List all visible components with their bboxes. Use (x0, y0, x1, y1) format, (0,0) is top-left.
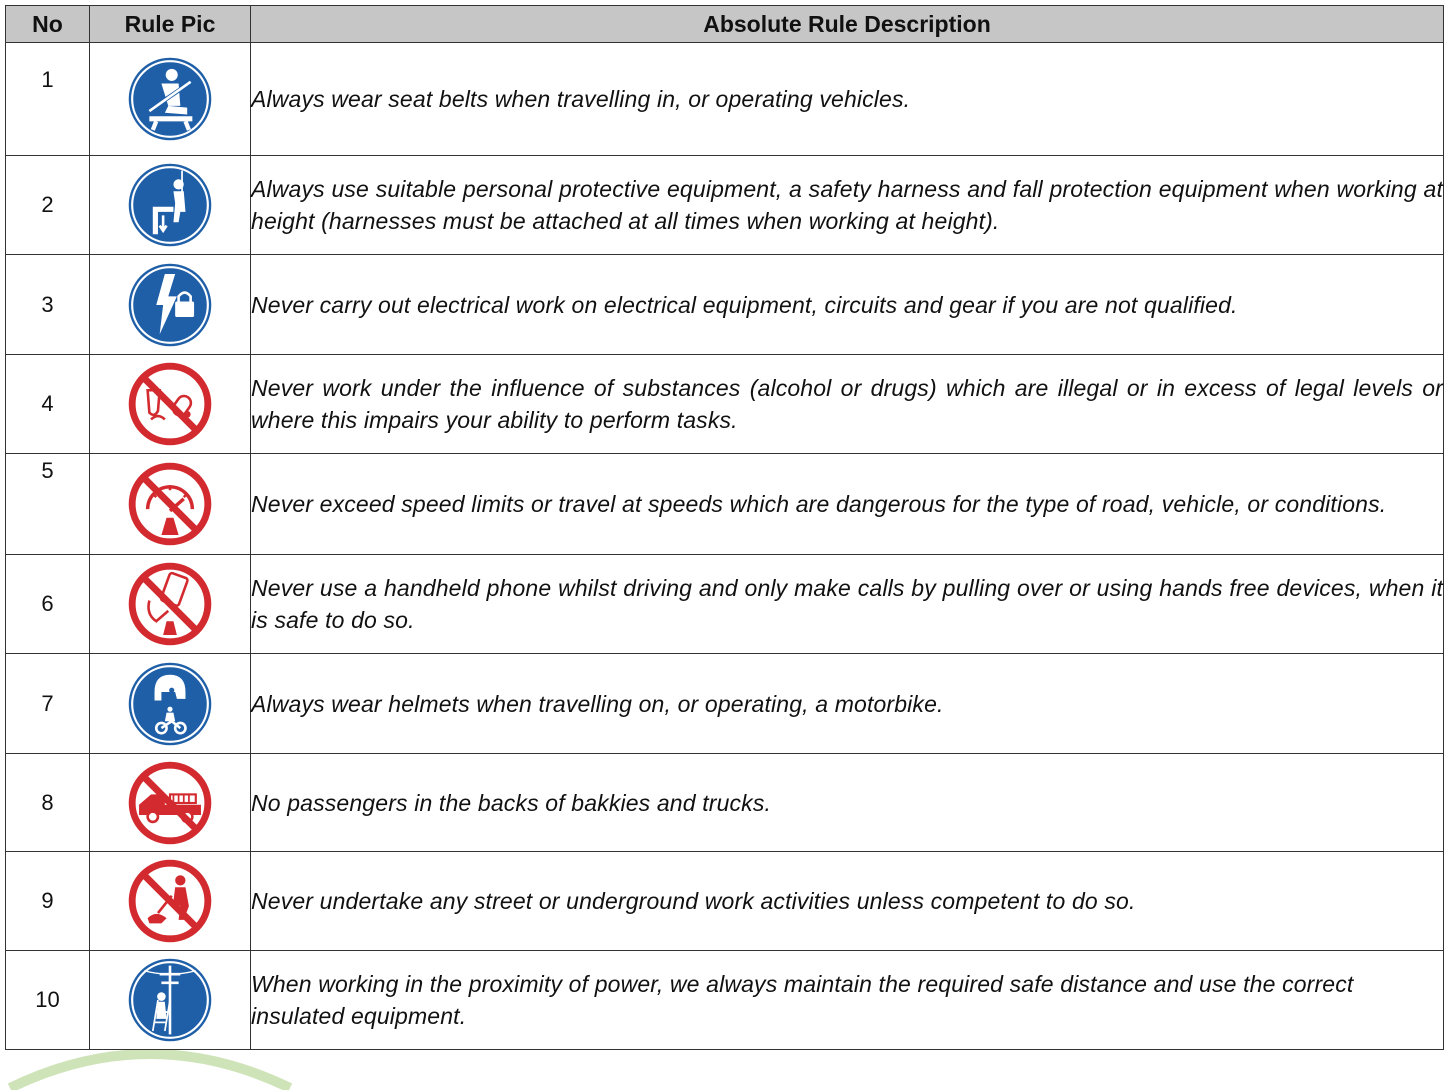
header-description: Absolute Rule Description (251, 6, 1444, 43)
rule-description: Never exceed speed limits or travel at speeds which are dangerous for the type of road, vehicle, or conditions. (251, 454, 1444, 555)
fall-protection-harness-icon (127, 162, 213, 248)
rule-description: No passengers in the backs of bakkies and trucks. (251, 754, 1444, 852)
rule-description: Always wear helmets when travelling on, or operating, a motorbike. (251, 654, 1444, 754)
table-row (6, 754, 1444, 852)
rule-number: 5 (6, 454, 90, 555)
rule-number: 4 (6, 355, 90, 454)
rule-pic-cell (90, 454, 251, 555)
no-speeding-icon (127, 461, 213, 547)
table-header-row (6, 6, 1444, 43)
table-row (6, 852, 1444, 951)
rule-pic-cell (90, 43, 251, 156)
no-phone-driving-icon (127, 561, 213, 647)
rule-number: 9 (6, 852, 90, 951)
table-row (6, 255, 1444, 355)
motorbike-helmet-icon (127, 661, 213, 747)
table-row (6, 654, 1444, 754)
rule-description: Never use a handheld phone whilst driving and only make calls by pulling over or using hands free devices, when it is safe to do so. (251, 555, 1444, 654)
rule-pic-cell (90, 852, 251, 951)
rule-pic-cell (90, 555, 251, 654)
rule-pic-cell (90, 355, 251, 454)
rule-description: Always wear seat belts when travelling in, or operating vehicles. (251, 43, 1444, 156)
no-passengers-truck-icon (127, 760, 213, 846)
table-row (6, 951, 1444, 1050)
rule-description: Always use suitable personal protective equipment, a safety harness and fall protection equipment when working at height (harnesses must be attached at all times when working at height). (251, 156, 1444, 255)
rule-number: 2 (6, 156, 90, 255)
power-line-distance-icon (127, 957, 213, 1043)
table-row (6, 156, 1444, 255)
rule-number: 1 (6, 43, 90, 156)
absolute-rules-table (5, 5, 1444, 1050)
seatbelt-icon (127, 56, 213, 142)
rule-description: Never carry out electrical work on electrical equipment, circuits and gear if you are not qualified. (251, 255, 1444, 355)
rule-number: 3 (6, 255, 90, 355)
rule-number: 7 (6, 654, 90, 754)
rule-number: 10 (6, 951, 90, 1050)
table-row (6, 454, 1444, 555)
no-alcohol-drugs-icon (127, 361, 213, 447)
rule-description: Never undertake any street or underground work activities unless competent to do so. (251, 852, 1444, 951)
rule-description: Never work under the influence of substances (alcohol or drugs) which are illegal or in excess of legal levels or where this impairs your ability to perform tasks. (251, 355, 1444, 454)
table-row (6, 43, 1444, 156)
rule-pic-cell (90, 156, 251, 255)
no-street-work-icon (127, 858, 213, 944)
rule-pic-cell (90, 754, 251, 852)
rule-description: When working in the proximity of power, we always maintain the required safe distance and use the correct insulated equipment. (251, 951, 1444, 1050)
electrical-lockout-icon (127, 262, 213, 348)
rule-pic-cell (90, 654, 251, 754)
header-rule-pic: Rule Pic (90, 6, 251, 43)
table-row (6, 555, 1444, 654)
rule-number: 8 (6, 754, 90, 852)
rule-number: 6 (6, 555, 90, 654)
rule-pic-cell (90, 951, 251, 1050)
header-no: No (6, 6, 90, 43)
table-row (6, 355, 1444, 454)
rule-pic-cell (90, 255, 251, 355)
